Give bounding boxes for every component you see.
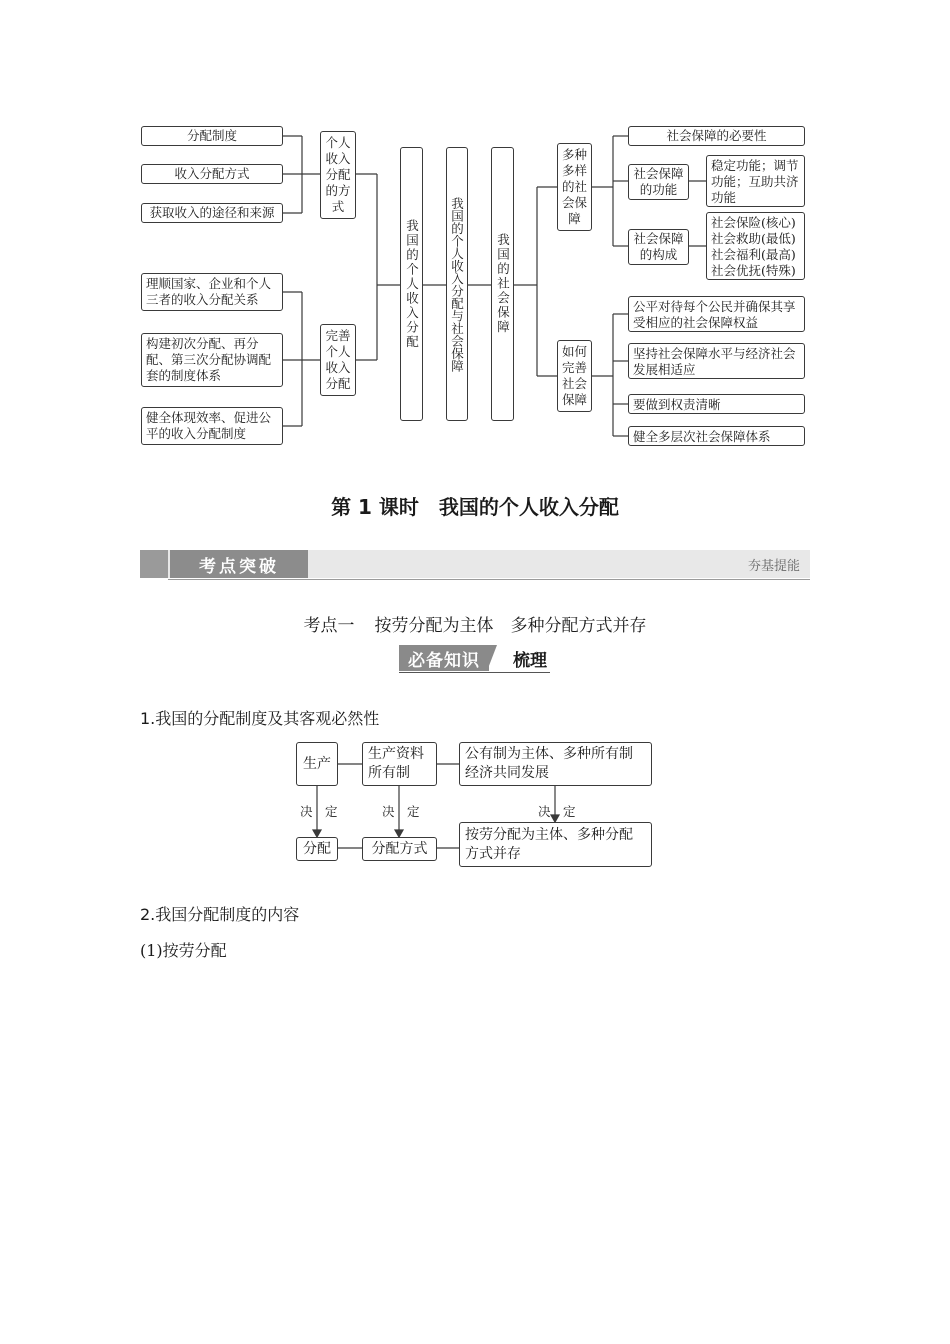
box-fair-treatment: 公平对待每个公民并确保其享受相应的社会保障权益: [628, 296, 805, 332]
label-improve-income-distribution: 完善个人收入分配: [320, 324, 356, 396]
composition-item: 社会福利(最高): [711, 247, 796, 262]
box-composition-label: 社会保障的构成: [628, 229, 689, 265]
flow-distribution: 分配: [296, 837, 338, 861]
banner-underline: [168, 579, 810, 580]
box-adapt-development: 坚持社会保障水平与经济社会发展相适应: [628, 343, 805, 379]
flow-distribution-method: 分配方式: [362, 837, 437, 861]
heading-2: 2.我国分配制度的内容: [140, 905, 300, 924]
box-distribution-system: 分配制度: [141, 126, 283, 146]
branch-personal-income: 我国的个人收入分配: [400, 147, 423, 421]
flow-production: 生产: [296, 742, 338, 786]
box-income-sources: 获取收入的途径和来源: [141, 203, 283, 223]
badge-right: 梳理: [513, 650, 547, 671]
box-improve-distribution: 健全体现效率、促进公平的收入分配制度: [141, 407, 283, 445]
flow-labor-distribution: 按劳分配为主体、多种分配方式并存: [459, 822, 652, 867]
box-build-system: 构建初次分配、再分配、第三次分配协调配套的制度体系: [141, 333, 283, 387]
kaodian-title: 按劳分配为主体 多种分配方式并存: [374, 616, 647, 636]
box-composition-detail: [706, 212, 805, 280]
composition-item: 社会优抚(特殊): [711, 263, 796, 278]
box-rationalize-relations: 理顺国家、企业和个人三者的收入分配关系: [141, 273, 283, 311]
box-clear-responsibility: 要做到权责清晰: [628, 394, 805, 414]
composition-item: 社会保险(核心): [711, 215, 796, 230]
composition-item: 社会救助(最低): [711, 231, 796, 246]
lesson-title: 第 1 课时 我国的个人收入分配: [331, 495, 619, 519]
label-how-to-improve: 如何完善社会保障: [557, 340, 592, 412]
flow-decides-label: 决 定: [300, 804, 338, 819]
flow-ownership: 生产资料所有制: [362, 742, 437, 786]
flow-public-ownership: 公有制为主体、多种所有制经济共同发展: [459, 742, 652, 786]
heading-3: (1)按劳分配: [140, 941, 227, 960]
box-necessity: 社会保障的必要性: [628, 126, 805, 146]
box-income-distribution-method: 收入分配方式: [141, 164, 283, 184]
banner-accent: [140, 550, 168, 578]
box-function-detail: 稳定功能；调节功能；互助共济功能: [706, 155, 805, 207]
root-node: 我国的个人收入分配与社会保障: [446, 147, 468, 421]
banner-label: 考点突破: [170, 550, 308, 578]
flow-decides-label: 决 定: [538, 804, 576, 819]
branch-social-security: 我国的社会保障: [491, 147, 514, 421]
box-multilevel-system: 健全多层次社会保障体系: [628, 426, 805, 446]
box-function-label: 社会保障的功能: [628, 164, 689, 200]
label-various-social-security: 多种多样的社会保障: [557, 143, 592, 231]
label-individual-income-methods: 个人收入分配的方式: [320, 131, 356, 219]
heading-1: 1.我国的分配制度及其客观必然性: [140, 709, 380, 728]
banner-right-text: 夯基提能: [747, 558, 800, 574]
badge-underline: [399, 672, 550, 673]
kaodian-number: 考点一: [303, 616, 355, 636]
kaodian-heading: [0, 611, 950, 636]
badge-left: 必备知识: [399, 645, 489, 671]
flow-decides-label: 决 定: [382, 804, 420, 819]
badge-slash: [487, 645, 497, 671]
